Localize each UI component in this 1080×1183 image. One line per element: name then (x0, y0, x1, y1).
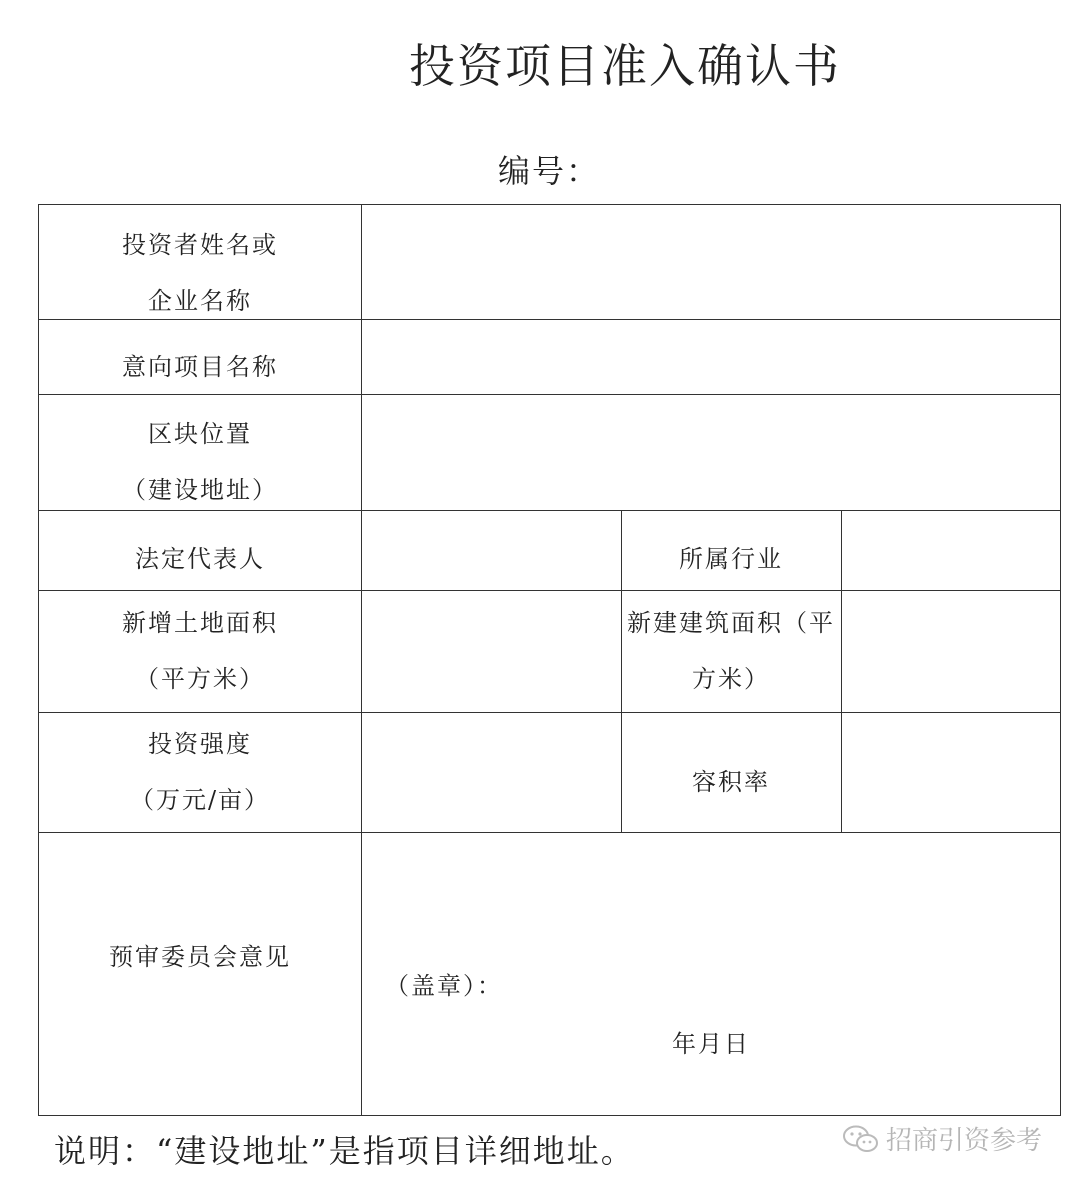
wechat-icon (842, 1124, 880, 1154)
footer-note: 说明：“建设地址”是指项目详细地址。 (54, 1132, 635, 1170)
stamp-label: （盖章）： (385, 972, 503, 1000)
new-building-area-label: 新建建筑面积（平 方米） (627, 609, 835, 693)
plot-ratio-field[interactable] (841, 712, 1060, 832)
investment-intensity-field[interactable] (361, 712, 621, 832)
new-land-area-label: 新增土地面积 （平方米） (122, 609, 278, 693)
project-name-label: 意向项目名称 (122, 353, 278, 381)
new-land-area-field[interactable] (361, 590, 621, 712)
committee-opinion-field[interactable] (361, 832, 1060, 962)
location-label: 区块位置 （建设地址） (122, 420, 278, 504)
date-label: 年月日 (672, 1030, 750, 1058)
industry-field[interactable] (841, 510, 1060, 590)
document-title: 投资项目准入确认书 (409, 39, 841, 93)
industry-label: 所属行业 (679, 545, 783, 573)
legal-representative-field[interactable] (361, 510, 621, 590)
location-field[interactable] (361, 394, 1060, 510)
confirmation-form-table (38, 204, 1061, 1116)
committee-opinion-label: 预审委员会意见 (109, 943, 291, 971)
watermark-text: 招商引资参考 (886, 1126, 1043, 1156)
investor-name-field[interactable] (361, 205, 1060, 319)
serial-number-label: 编号： (498, 152, 601, 190)
investment-intensity-label: 投资强度 （万元/亩） (129, 730, 271, 814)
watermark (842, 1120, 1042, 1157)
project-name-field[interactable] (361, 319, 1060, 394)
plot-ratio-label: 容积率 (692, 768, 770, 796)
investor-name-label: 投资者姓名或 企业名称 (122, 231, 278, 315)
new-building-area-field[interactable] (841, 590, 1060, 712)
legal-representative-label: 法定代表人 (135, 545, 265, 573)
